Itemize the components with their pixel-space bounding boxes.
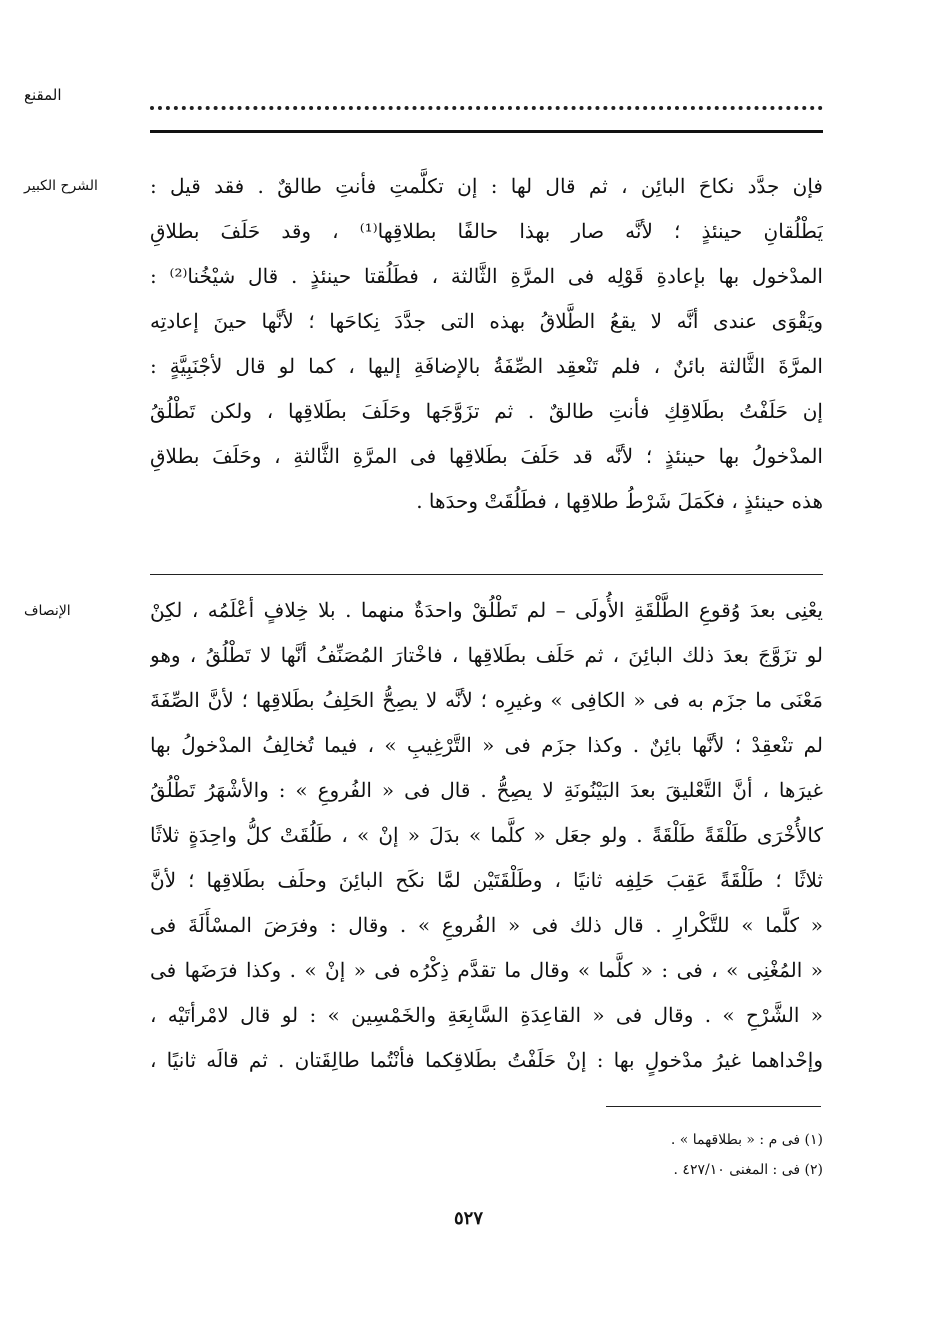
text-line: « المُغْنِى » ، فى : « كلَّما » وقال ما تقدَّم ذِكْرُه فى « إنْ » . وكذا فرَضَها فى bbox=[150, 958, 823, 982]
text-line: لم تنْعقِدْ ؛ لأنَّها بائِنٌ . وكذا جزَم فى « التَّرْغِيبِ » ، فيما تُخالِفُ المدْخولُ بها bbox=[150, 733, 823, 757]
text-line: إن حَلَفْتُ بطَلاقِكِ فأنتِ طالقٌ . ثم تزَوَّجَها وحَلَفَ بطَلاقِها ، ولكن تَطْلُقُ bbox=[150, 399, 823, 423]
text-line: فإن جدَّد نكاحَ البائِن ، ثم قال لها : إن تكلَّمتِ فأنتِ طالقٌ . فقد قيل : bbox=[150, 174, 823, 198]
text-line: المرَّةَ الثَّالثة بائنٌ ، فلم تَنْعقِد الصِّفَةُ بالإضافَةِ إليها ، كما لو قال لأجْنَبِيَّةٍ : bbox=[150, 354, 823, 378]
footnote-rule bbox=[606, 1106, 821, 1107]
insaf-text-block bbox=[150, 588, 823, 1083]
text-line: « كلَّما » للتَّكْرارِ . قال ذلك فى « الفُروعِ » . وقال : وفرَضَ المسْأَلَةَ فى bbox=[150, 913, 823, 937]
text-line: « الشَّرْحِ » . وقال فى « القاعِدَةِ السَّابِعَةِ والخَمْسِين » : لو قال لامْرأتَيْه ، bbox=[150, 1003, 823, 1027]
text-line: لو تزَوَّجَ بعدَ ذلك البائِنَ ، ثم حَلَف بطَلاقِها ، فاخْتارَ المُصَنِّفُ أنَّها لا تَطْلُقُ ، وهو bbox=[150, 643, 823, 667]
running-header-title: المقنع bbox=[24, 86, 62, 104]
text-line: كالأُخْرَى طَلْقَةً طَلْقَةً . ولو جعَل « كلَّما » بدَلَ « إنْ » ، طَلُقَتْ كلُّ واحِدَةٍ ثلاثًا bbox=[150, 823, 823, 847]
header-rule bbox=[150, 130, 823, 133]
footnote: (٢) فى : المغنى ٤٢٧/١٠ . bbox=[673, 1162, 823, 1178]
text-line: غيرَها ، أنَّ التَّعْليقَ بعدَ البَيْنُونَةِ لا يصِحُّ . قال فى « الفُروعِ » : والأشْهَرُ تَطْلُقُ bbox=[150, 778, 823, 802]
text-line: يَطْلُقانِ حينئذٍ ؛ لأنَّه صار بهذا حالفًا بطلاقِها⁽¹⁾ ، وقد حَلَفَ بطلاقِ bbox=[150, 219, 823, 243]
text-line: يعْنِى بعدَ وُقوعِ الطَّلْقَةِ الأُولَى – لم تَطْلُقْ واحدَةٌ منهما . بلا خِلافٍ أعْلَمُه ، لكِنْ bbox=[150, 598, 823, 622]
section-label-insaf: الإنصاف bbox=[24, 603, 71, 619]
text-line: هذه حينئذٍ ، فكَمَلَ شَرْطُ طلاقِها ، فطَلُقَتْ وحدَها . bbox=[416, 489, 823, 513]
section-label-sharh: الشرح الكبير bbox=[24, 178, 98, 194]
footnote: (١) فى م : « بطلاقهما » . bbox=[670, 1132, 823, 1148]
footnotes bbox=[150, 1125, 823, 1185]
section-divider bbox=[150, 574, 823, 575]
text-line: المدْخول بها بإعادةِ قَوْلِه فى المرَّةِ الثَّالثة ، فطَلُقتا حينئذٍ . قال شيْخُنا⁽²⁾ : bbox=[150, 264, 823, 288]
text-line: وإحْداهما غيرُ مدْخولٍ بها : إنْ حَلَفْتُ بطَلاقِكما فأنْتُما طالِقَتان . ثم قالَه ثانيًا ، bbox=[150, 1048, 823, 1072]
text-line: ويَقْوَى عندى أنَّه لا يقعُ الطَّلاقُ بهذه التى جدَّدَ نِكاحَها ؛ لأنَّها حينَ إعادتِه bbox=[150, 309, 823, 333]
text-line: مَعْنَى ما جزَم به فى « الكافِى » وغيرِه ؛ لأنَّه لا يصِحُّ الحَلِفُ بطَلاقِها ؛ لأنَّ الصِّفَةَ bbox=[150, 688, 823, 712]
page-number: ٥٢٧ bbox=[453, 1208, 483, 1229]
sharh-text-block bbox=[150, 164, 823, 524]
running-header bbox=[150, 84, 823, 114]
text-line: المدْخولُ بها حينئذٍ ؛ لأنَّه قد حَلَفَ بطَلاقِها فى المرَّةِ الثَّالثةِ ، وحَلَفَ بطلاقِ bbox=[150, 444, 823, 468]
text-line: ثلاثًا ؛ طَلْقَةً عَقِبَ حَلِفِه ثانيًا ، وطَلْقَتَيْن لمَّا نكَح البائِنَ وحلَف بطَلاقِها ؛ لأنَّ bbox=[150, 868, 823, 892]
header-dotted-leader bbox=[150, 106, 823, 110]
